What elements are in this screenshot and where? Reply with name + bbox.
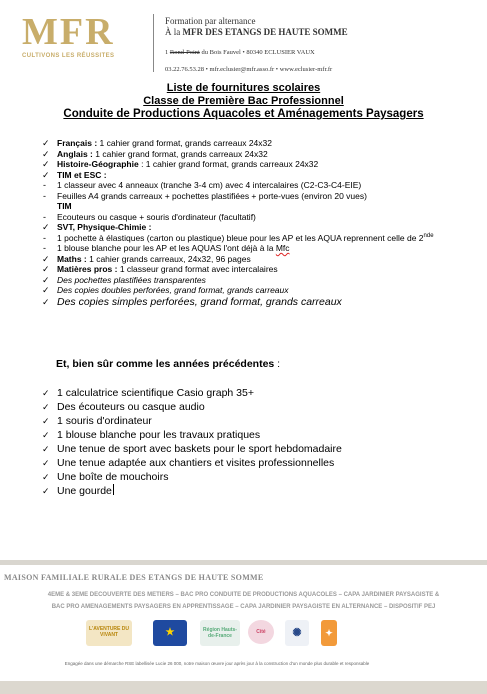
aventure-du-vivant-logo: L'AVENTURE DU VIVANT xyxy=(86,620,132,646)
checkmark-icon: ✓ xyxy=(42,169,50,180)
item-text: Des copies doubles perforées, grand format, grands carreaux xyxy=(57,285,289,295)
item-text: Des écouteurs ou casque audio xyxy=(57,401,205,413)
item-label: Français : xyxy=(57,138,98,148)
address-number: 1 xyxy=(165,49,170,56)
list-item-tim xyxy=(42,170,467,181)
eu-flag-icon: ★ xyxy=(153,620,187,646)
list-item-svt-2 xyxy=(42,243,467,254)
checkmark-icon: ✓ xyxy=(42,264,50,274)
list-item-maths xyxy=(42,254,467,265)
item-text: 1 cahier grand format, grands carreaux 24x32 xyxy=(97,138,272,148)
header-contact: 03.22.76.53.28 • mfr.eclusier@mfr.asso.fr • www.eclusier-mfr.fr xyxy=(165,66,333,73)
item-text: : 1 cahier grand format, grands carreaux 24x32 xyxy=(138,159,319,169)
list-item-copies-doubles xyxy=(42,285,467,296)
item-label: SVT, Physique-Chimie : xyxy=(57,222,152,232)
list-item-copies-simples xyxy=(42,296,467,308)
checkmark-icon: ✓ xyxy=(42,472,50,482)
address-rest: du Bois Fauvel • 80340 ECLUSIER VAUX xyxy=(199,49,315,56)
checkmark-icon: ✓ xyxy=(42,148,50,159)
list-item xyxy=(42,428,467,442)
footer-divider xyxy=(0,560,487,565)
checkmark-icon: ✓ xyxy=(42,444,50,454)
orange-badge-icon: ✦ xyxy=(321,620,337,646)
checkmark-icon: ✓ xyxy=(42,416,50,426)
list-item-pochettes xyxy=(42,275,467,286)
checkmark-icon: ✓ xyxy=(42,430,50,440)
marianne-icon: ✺ xyxy=(285,620,309,646)
item-label: Histoire-Géographie xyxy=(57,159,139,169)
list-item-svt xyxy=(42,222,467,233)
dash-icon: - xyxy=(43,232,46,243)
dash-icon: - xyxy=(43,211,46,222)
checkmark-icon: ✓ xyxy=(42,159,50,169)
document-titles xyxy=(0,82,487,121)
recurring-supplies-list xyxy=(42,386,467,498)
footer-bar xyxy=(0,681,487,694)
checkmark-icon: ✓ xyxy=(42,388,50,398)
dash-icon: - xyxy=(43,190,46,201)
item-text: 1 cahier grand format, grands carreaux 24x32 xyxy=(92,148,268,159)
list-item xyxy=(42,400,467,414)
item-text: 1 blouse blanche pour les AP et les AQUAS l'ont déjà à la xyxy=(57,243,276,253)
checkmark-icon: ✓ xyxy=(42,274,50,285)
item-text: Une tenue adaptée aux chantiers et visites professionnelles xyxy=(57,457,335,469)
mfr-logo xyxy=(22,12,144,64)
item-label: Matières pros : xyxy=(57,264,118,274)
item-label: TIM et ESC : xyxy=(57,169,107,180)
title-line1: Liste de fournitures scolaires xyxy=(166,82,321,94)
item-text: 1 blouse blanche pour les travaux pratiques xyxy=(57,429,261,441)
header-school-name: MFR DES ETANGS DE HAUTE SOMME xyxy=(182,27,348,37)
list-item xyxy=(42,414,467,428)
item-text[interactable]: Une gourde xyxy=(57,485,112,497)
address-strike: Rond-Point xyxy=(169,49,200,56)
list-item-matpros xyxy=(42,264,467,275)
list-item-histgeo xyxy=(42,159,467,170)
list-item xyxy=(42,386,467,400)
header-line1: Formation par alternance xyxy=(165,16,256,26)
item-text: 1 classeur grand format avec intercalaires xyxy=(117,264,278,274)
item-text: Ecouteurs ou casque + souris d'ordinateur (facultatif) xyxy=(57,211,256,222)
region-logo: Région Hauts-de-France xyxy=(200,620,240,646)
footer-note: Engagée dans une démarche RSE labellisée Lucie 26 000, notre maison œuvre jour après jour à la construction d'un monde plus durable et responsable xyxy=(64,661,370,666)
list-item-tim-2 xyxy=(42,191,467,202)
item-text: Une boîte de mouchoirs xyxy=(57,471,169,483)
checkmark-icon: ✓ xyxy=(42,285,50,295)
footer-title: MAISON FAMILIALE RURALE DES ETANGS DE HAUTE SOMME xyxy=(4,573,264,582)
item-text: Feuilles A4 grands carreaux + pochettes plastifiées + porte-vues (environ 20 vues) xyxy=(57,190,367,201)
list-item-svt-1 xyxy=(42,233,467,244)
item-text: Des pochettes plastifiées transparentes xyxy=(57,274,206,285)
header-info xyxy=(165,16,348,74)
cite-logo: Cité xyxy=(248,620,274,644)
item-text: Une tenue de sport avec baskets pour le sport hebdomadaire xyxy=(57,443,342,455)
item-text: 1 classeur avec 4 anneaux (tranche 3-4 cm) avec 4 intercalaires (C2-C3-C4-EIE) xyxy=(57,180,362,190)
list-item-francais xyxy=(42,138,467,149)
footer-desc-line1: 4EME & 3EME DECOUVERTE DES METIERS – BAC PRO CONDUITE DE PRODUCTIONS AQUACOLES – CAPA JARDINIER PAYSAGISTE & xyxy=(47,592,440,598)
subheading-bold: Et, bien sûr comme les années précédentes xyxy=(56,358,275,370)
item-label: Maths : xyxy=(57,253,87,264)
dash-icon: - xyxy=(43,243,46,253)
title-line2: Classe de Première Bac Professionnel xyxy=(143,95,344,107)
checkmark-icon: ✓ xyxy=(42,253,50,264)
header-address xyxy=(165,48,348,57)
checkmark-icon: ✓ xyxy=(42,138,50,148)
item-text: 1 calculatrice scientifique Casio graph 35+ xyxy=(57,387,254,399)
checkmark-icon: ✓ xyxy=(42,458,50,468)
list-item-tim-2b xyxy=(42,201,467,212)
subheading-rest: : xyxy=(274,358,281,370)
logo-tagline: CULTIVONS LES RÉUSSITES xyxy=(22,53,115,59)
checkmark-icon: ✓ xyxy=(42,402,50,412)
item-text: 1 souris d'ordinateur xyxy=(57,415,152,427)
item-label: TIM xyxy=(57,201,72,211)
spellcheck-word: Mfc xyxy=(275,243,290,253)
checkmark-icon: ✓ xyxy=(42,486,50,496)
supplies-list xyxy=(42,138,467,308)
footer-desc-line2: BAC PRO AMENAGEMENTS PAYSAGERS EN APPRENTISSAGE – CAPA JARDINIER PAYSAGISTE EN ALTERNANCE – DISPOSITIF PEJ xyxy=(51,604,436,610)
list-item[interactable] xyxy=(42,484,467,498)
header-line2 xyxy=(165,27,348,38)
logo-text: MFR xyxy=(22,11,115,53)
partner-logos xyxy=(0,620,487,648)
list-item xyxy=(42,456,467,470)
item-label: Anglais : xyxy=(57,148,93,159)
footer-description xyxy=(4,589,483,613)
section-subheading xyxy=(56,358,280,370)
list-item xyxy=(42,470,467,484)
dash-icon: - xyxy=(43,180,46,190)
list-item-tim-1 xyxy=(42,180,467,191)
checkmark-icon: ✓ xyxy=(42,222,50,232)
list-item xyxy=(42,442,467,456)
item-text: 1 cahier grands carreaux, 24x32, 96 pages xyxy=(86,253,251,264)
list-item-anglais xyxy=(42,149,467,160)
item-text: 1 pochette à élastiques (carton ou plastique) bleue pour les AP et les AQUA reprennent celle de 2 xyxy=(57,232,424,243)
header-divider xyxy=(153,14,154,72)
text-cursor xyxy=(113,484,114,495)
superscript: nde xyxy=(423,232,434,239)
checkmark-icon: ✓ xyxy=(42,296,50,307)
item-text: Des copies simples perforées, grand format, grands carreaux xyxy=(57,295,342,308)
list-item-tim-3 xyxy=(42,212,467,223)
header-line2-prefix: À la xyxy=(165,27,183,37)
title-line3: Conduite de Productions Aquacoles et Aménagements Paysagers xyxy=(63,108,424,120)
